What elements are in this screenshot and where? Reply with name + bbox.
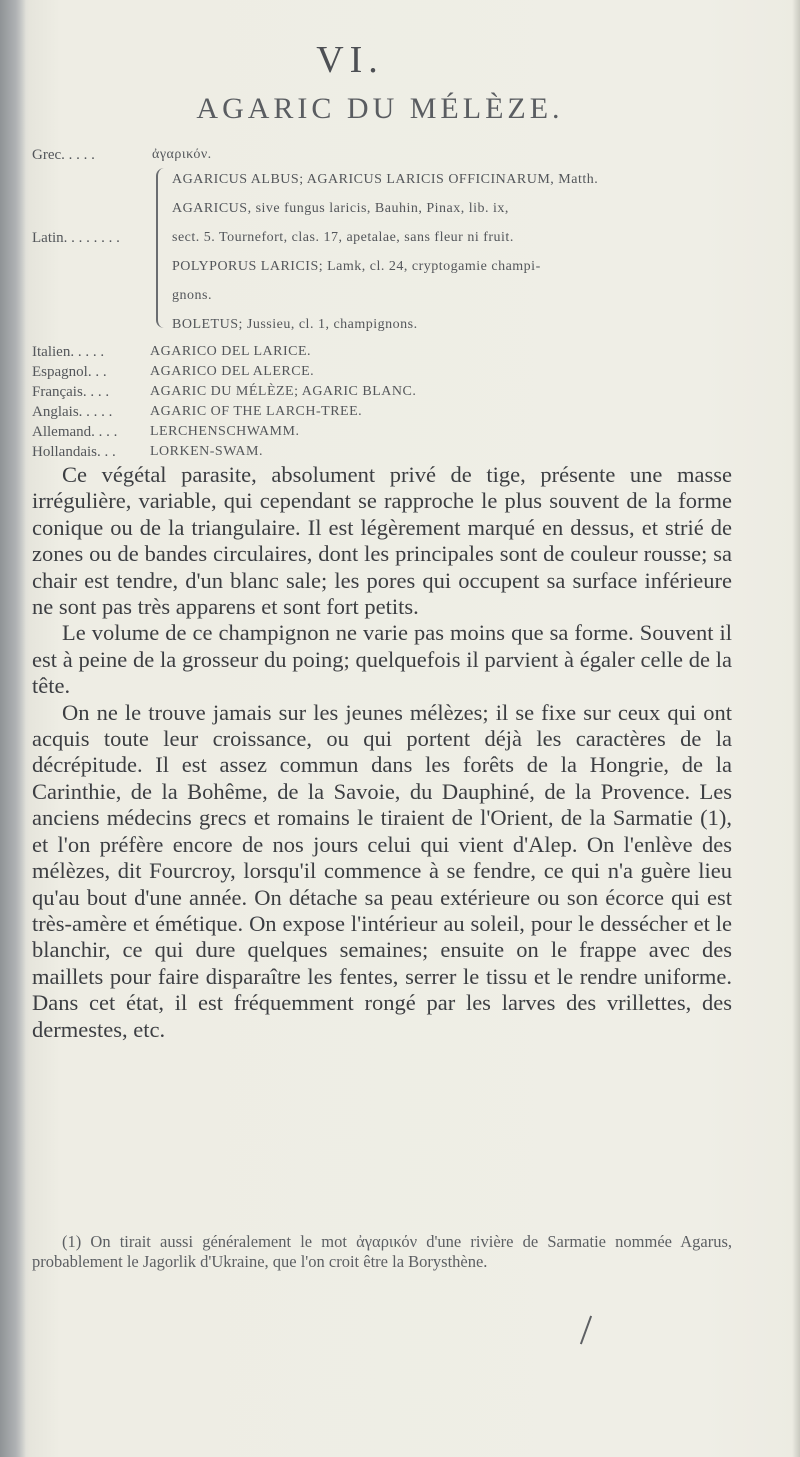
synonym-term: LERCHENSCHWAMM. [150,424,300,439]
synonym-term: AGARICUS, sive fungus laricis, Bauhin, Pinax, lib. ix, [172,201,509,216]
ink-mark [580,1316,592,1345]
paragraph: On ne le trouve jamais sur les jeunes mélèzes; il se fixe sur ceux qui ont acquis toute leur croissance, ou qui portent déjà les caractères de la décrépitude. Il est assez commun dans les forêts de la Hongrie, de la Carinthie, de la Bohême, de la Savoie, du Dauphiné, de la Provence. Les anciens médecins grecs et romains le tiraient de l'Orient, de la Sarmatie (1), et l'on préfère encore de nos jours celui qui vient d'Alep. On l'enlève des mélèzes, dit Fourcroy, lorsqu'il commence à se fendre, ce qui n'a guère lieu qu'au bout d'une année. On détache sa peau extérieure ou son écorce qui est très-amère et émétique. On expose l'intérieur au soleil, pour le dessécher et le blanchir, ce qui dure quelques semaines; ensuite on le frappe avec des maillets pour faire disparaître les fentes, serrer le tissu et le rendre uniforme. Dans cet état, il est fréquemment rongé par les larves des vrillettes, des dermestes, etc. [32,699,732,1042]
synonym-language: Français. . . . [32,384,110,400]
synonym-language: Hollandais. . . [32,444,116,460]
synonym-language: Espagnol. . . [32,364,107,380]
synonym-term: AGARICUS ALBUS; AGARICUS LARICIS OFFICINARUM, Matth. [172,172,599,187]
synonym-brace [156,168,168,328]
page-title: AGARIC DU MÉLÈZE. [196,92,564,125]
paragraph: Le volume de ce champignon ne varie pas moins que sa forme. Souvent il est à peine de la grosseur du poing; quelquefois il parvient à égaler celle de la tête. [32,620,732,699]
footnote [32,1232,732,1272]
synonym-term: AGARICO DEL LARICE. [150,344,312,359]
synonym-language: Allemand. . . . [32,424,118,440]
synonym-language: Anglais. . . . . [32,404,113,420]
paragraph: Ce végétal parasite, absolument privé de tige, présente une masse irrégulière, variable, qui cependant se rapproche le plus souvent de la forme conique ou de la triangulaire. Il est légèrement marqué en dessus, et strié de zones ou de bandes circulaires, dont les principales sont de couleur rousse; sa chair est tendre, d'un blanc sale; les pores qui occupent sa surface inférieure ne sont pas très apparens et sont fort petits. [32,462,732,620]
synonym-term: POLYPORUS LARICIS; Lamk, cl. 24, cryptogamie champi- [172,259,541,274]
synonym-language: Grec. . . . . [32,147,95,163]
synonym-term: AGARIC DU MÉLÈZE; AGARIC BLANC. [150,384,417,399]
synonym-term: LORKEN-SWAM. [150,444,263,459]
synonym-language: Latin. . . . . . . . [32,230,120,246]
synonym-term: ἀγαρικόν. [152,147,212,162]
synonym-term: sect. 5. Tournefort, clas. 17, apetalae, sans fleur ni fruit. [172,230,514,245]
synonym-term: AGARIC OF THE LARCH-TREE. [150,404,363,419]
synonym-language: Italien. . . . . [32,344,105,360]
synonym-term: BOLETUS; Jussieu, cl. 1, champignons. [172,317,418,332]
book-spine-shadow [0,0,26,1457]
footnote-text: (1) On tirait aussi généralement le mot ἀγαρικόν d'une rivière de Sarmatie nommée Agarus, probablement le Jagorlik d'Ukraine, que l'on croit être la Borysthène. [32,1232,732,1271]
synonym-term: AGARICO DEL ALERCE. [150,364,315,379]
synonym-term: gnons. [172,288,212,303]
chapter-number: VI. [316,39,384,81]
body-text [32,462,732,1043]
page-edge [792,0,800,1457]
